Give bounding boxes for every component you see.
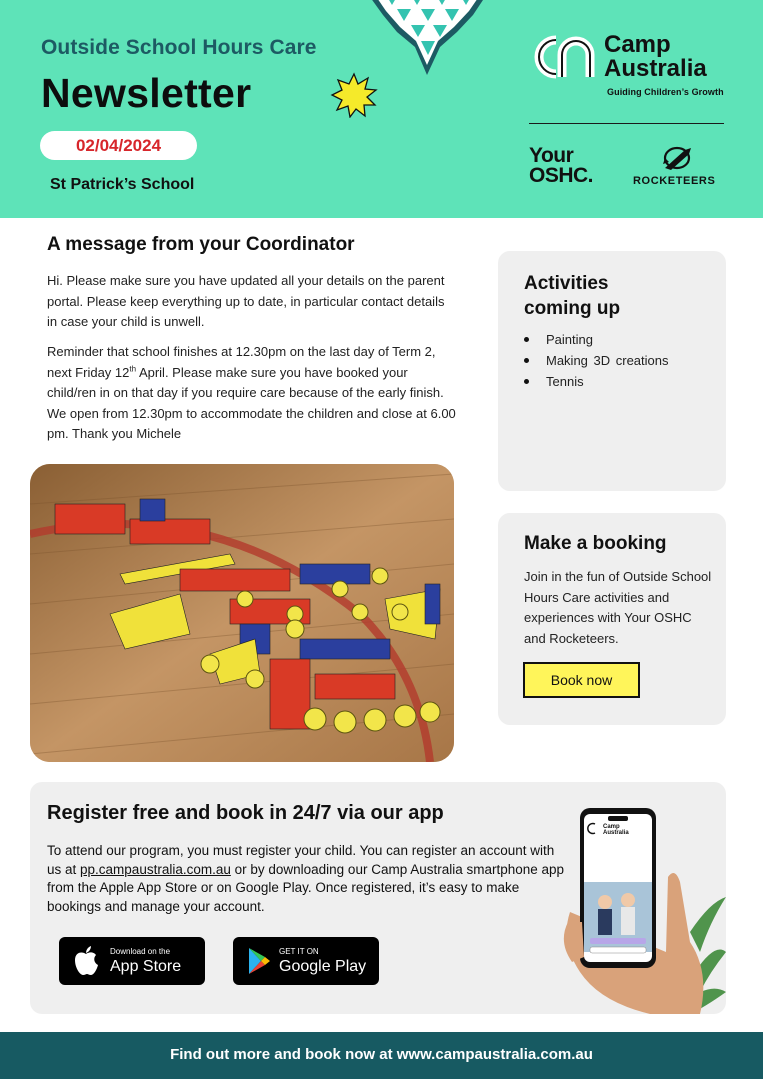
message-paragraph-1: Hi. Please make sure you have updated all your details on the parent portal. Please keep everything up to date, in particular contact details in case your child is unwell. — [47, 273, 445, 329]
list-item: Painting — [524, 329, 669, 350]
apple-icon — [73, 946, 99, 976]
svg-text:Australia: Australia — [603, 830, 629, 836]
svg-text:Camp: Camp — [603, 824, 620, 830]
activities-box — [498, 251, 726, 491]
rocket-icon — [655, 144, 699, 172]
app-store-button[interactable]: Download on the App Store — [59, 937, 205, 985]
newsletter-header — [0, 0, 763, 218]
app-promo-box — [30, 782, 726, 1014]
newsletter-title: Newsletter — [41, 70, 252, 116]
list-item: Tennis — [524, 371, 669, 392]
phone-in-hand-icon — [560, 802, 726, 1014]
camp-australia-logo-icon — [526, 31, 602, 83]
google-play-button[interactable]: GET IT ON Google Play — [233, 937, 379, 985]
rocketeers-logo: ROCKETEERS — [633, 175, 716, 187]
booking-text: Join in the fun of Outside School Hours Care activities and experiences with Your OSHC and Rocketeers. — [524, 569, 712, 646]
app-heading: Register free and book in 24/7 via our app — [47, 802, 444, 824]
activities-heading: Activities coming up — [524, 273, 621, 319]
app-text: To attend our program, you must register your child. You can register an account with us at pp.campaustralia.com.au or by downloading our Camp Australia smartphone app from the Apple App Store or on Google Play. Once registered, it’s easy to make bookings and manage your account. — [47, 843, 565, 914]
register-link[interactable]: pp.campaustralia.com.au — [80, 861, 231, 877]
newsletter-date: 02/04/2024 — [40, 131, 197, 160]
header-divider — [529, 123, 724, 124]
newsletter-subtitle: Outside School Hours Care — [41, 36, 317, 59]
book-now-button[interactable]: Book now — [523, 662, 640, 698]
footer-banner[interactable]: Find out more and book now at www.campaustralia.com.au — [0, 1032, 763, 1079]
your-oshc-logo: Your OSHC. — [529, 144, 594, 187]
triangle-star-icon — [355, 0, 500, 80]
google-play-icon — [247, 947, 271, 975]
brand-tagline: Guiding Children’s Growth — [607, 87, 724, 97]
activities-list — [524, 329, 669, 392]
school-name: St Patrick’s School — [50, 176, 195, 193]
sun-burst-icon — [330, 72, 378, 118]
booking-box — [498, 513, 726, 725]
booking-heading: Make a booking — [524, 533, 667, 554]
message-paragraph-2: Reminder that school finishes at 12.30pm on the last day of Term 2, next Friday 12th April. Please make sure you have booked your child/ren in on that day if you require care because of the early finish. We open from 12.30pm to accommodate the children and close at 6.00 pm. Thank you Michele — [47, 344, 456, 441]
brand-name: Camp Australia — [604, 31, 707, 82]
list-item: Making 3D creations — [524, 350, 669, 371]
message-heading: A message from your Coordinator — [47, 234, 355, 255]
construction-toys-photo — [30, 464, 454, 762]
